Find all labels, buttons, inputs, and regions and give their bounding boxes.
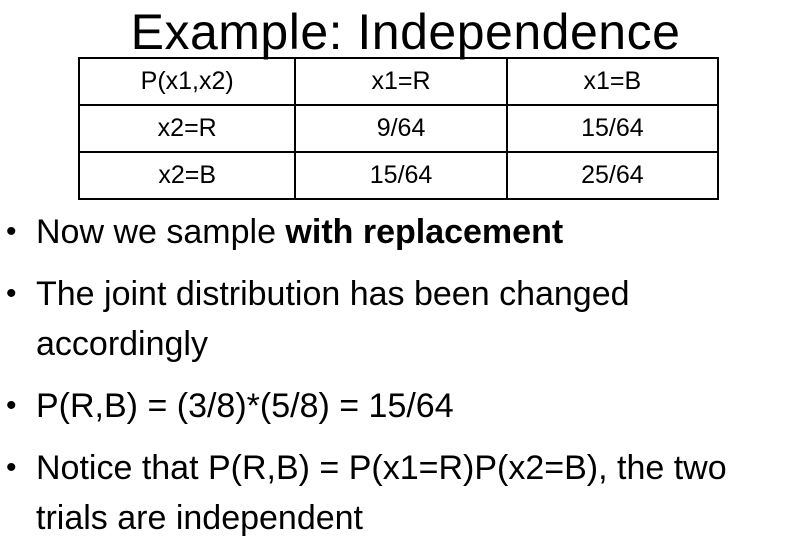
bullet-item [0, 381, 811, 431]
bullet-marker: • [6, 277, 17, 310]
bullet-bold-text: with replacement [285, 213, 564, 251]
bullet-marker: • [6, 451, 17, 484]
bullet-text-line: accordingly [36, 325, 208, 363]
bullet-item [0, 443, 811, 543]
bullet-text-line: The joint distribution has been changed [36, 275, 630, 313]
bullet-item [0, 207, 811, 257]
table-cell: x1=B [507, 58, 718, 105]
bullet-text: P(R,B) = (3/8)*(5/8) = 15/64 [36, 387, 454, 425]
table-cell: x2=B [79, 152, 295, 199]
bullet-marker: • [6, 389, 17, 422]
bullet-text-line: Notice that P(R,B) = P(x1=R)P(x2=B), the two [36, 449, 727, 487]
bullet-text: Now we sample [36, 213, 286, 251]
slide-title: Example: Independence [130, 4, 681, 60]
table-cell: x1=R [295, 58, 506, 105]
bullet-marker: • [6, 215, 17, 248]
bullet-item [0, 269, 811, 369]
bullet-text-line: trials are independent [36, 499, 364, 537]
table-header-row [79, 58, 718, 105]
table-cell: 15/64 [507, 105, 718, 152]
table-cell: 15/64 [295, 152, 506, 199]
table-cell: 9/64 [295, 105, 506, 152]
table-row [79, 152, 718, 199]
table-cell: 25/64 [507, 152, 718, 199]
joint-probability-table [78, 57, 719, 200]
table-cell: P(x1,x2) [79, 58, 295, 105]
bullet-list [0, 207, 811, 555]
table-row [79, 105, 718, 152]
table-cell: x2=R [79, 105, 295, 152]
